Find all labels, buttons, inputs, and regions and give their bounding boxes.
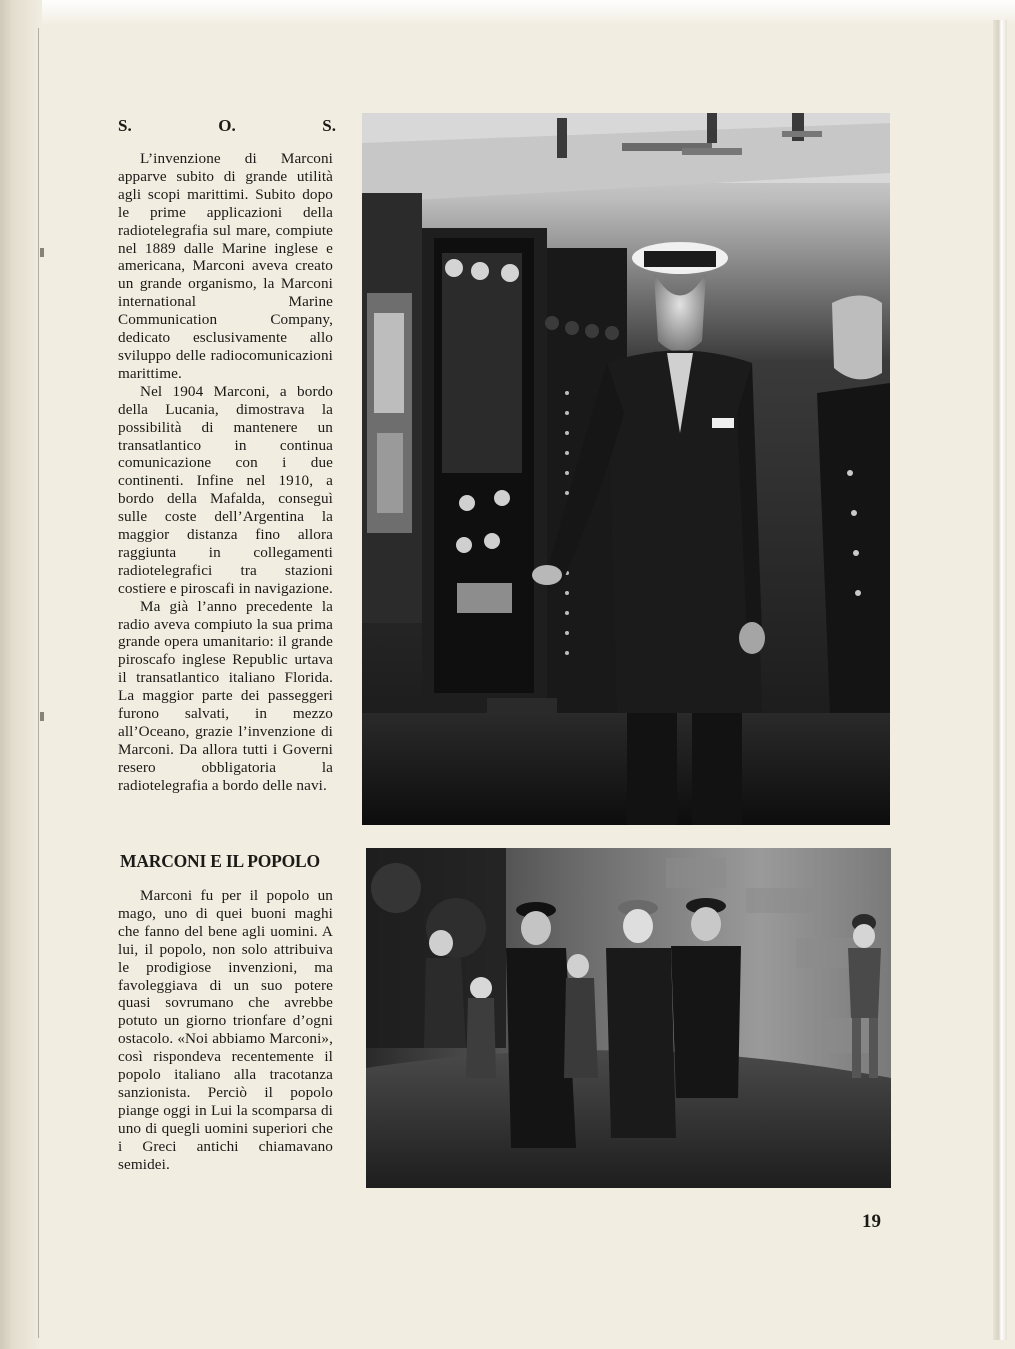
page-top-edge	[0, 0, 1015, 26]
binding-gutter	[0, 0, 42, 1349]
staple-mark-bottom	[40, 712, 44, 721]
section-heading-popolo: MARCONI E IL POPOLO	[120, 851, 320, 871]
sos-text-column	[118, 150, 333, 795]
heading-letter: O.	[218, 116, 236, 135]
staple-mark-top	[40, 248, 44, 257]
photo-marconi-radio-room	[362, 113, 890, 825]
photo-radio-room-image	[362, 113, 890, 825]
heading-letter: S.	[322, 116, 336, 135]
paragraph: Nel 1904 Marconi, a bordo della Lucania, dimostrava la possibilità di mantenere un transatlantico in continua comunicazione con i due continenti. Infine nel 1910, a bordo della Mafalda, conseguì sulle coste dell’Argentina la maggior distanza fino allora raggiunta in collegamenti radiotelegrafici tra stazioni costiere e piroscafi in navigazione.	[118, 382, 333, 597]
page-right-edge	[993, 20, 1007, 1340]
section-heading-sos	[118, 116, 336, 136]
binding-fold-line	[38, 28, 39, 1338]
paragraph: Marconi fu per il popolo un mago, uno di quei buoni maghi che fanno del bene agli uomini. A lui, il popolo, non solo attribuiva le prodigiose invenzioni, ma favoleggiava di un suo potere quasi sovrumano che avrebbe potuto un giorno trionfare d’ogni ostacolo. «Noi abbiamo Marconi», così rispondeva recentemente il popolo italiano alla tracotanza sanzionista. Perciò il popolo piange oggi in Lui la scomparsa di uno di quegli uomini superiori che i Greci antichi chiamavano semidei.	[118, 887, 333, 1173]
photo-people-image	[366, 848, 891, 1188]
page-number: 19	[862, 1211, 881, 1232]
photo-marconi-with-people	[366, 848, 891, 1188]
paragraph: L’invenzione di Marconi apparve subito di grande utilità agli scopi marittimi. Subito dopo le prime applicazioni della radiotelegrafia sul mare, compiute nel 1889 dalle Marine inglese e americana, Marconi aveva creato un grande organismo, la Marconi international Marine Communication Company, dedicato esclusivamente allo sviluppo delle radiocomunicazioni marittime.	[118, 150, 333, 382]
popolo-text-column	[118, 887, 333, 1174]
heading-letter: S.	[118, 116, 132, 135]
paragraph: Ma già l’anno precedente la radio aveva compiuto la sua prima grande opera umanitario: il grande piroscafo inglese Republic urtava il transatlantico italiano Florida. La maggior parte dei passeggeri furono salvati, in mezzo all’Oceano, grazie l’invenzione di Marconi. Da allora tutti i Governi resero obbligatoria la radiotelegrafia a bordo delle navi.	[118, 597, 333, 794]
